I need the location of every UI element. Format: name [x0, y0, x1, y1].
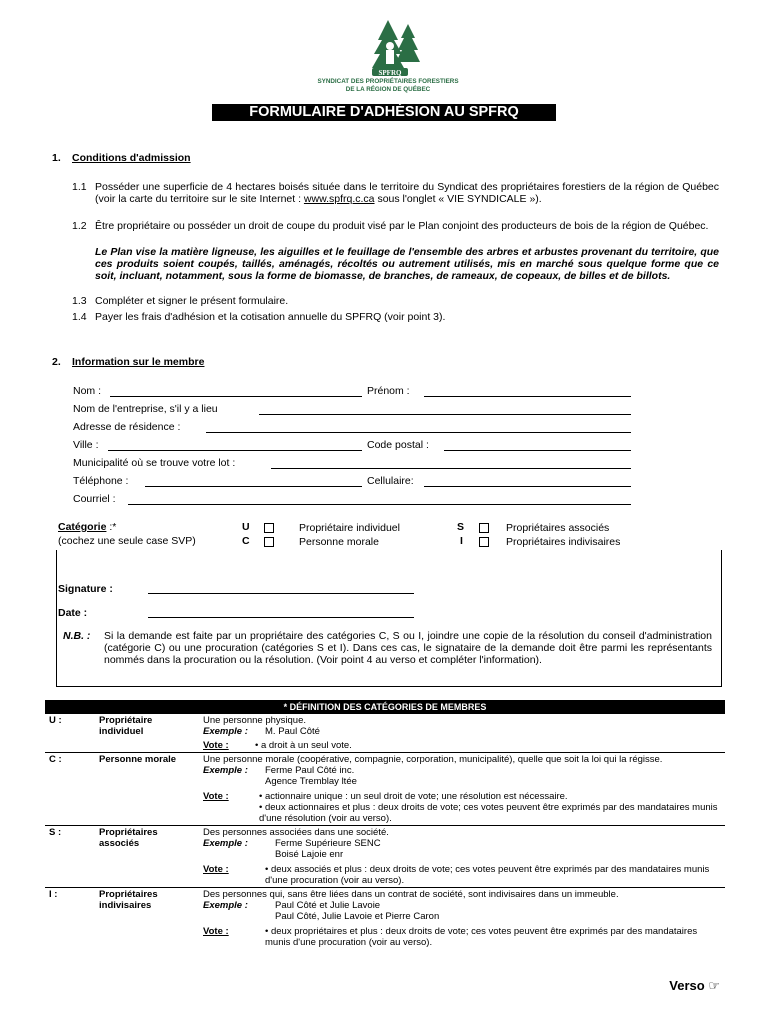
- cat-label-s: Propriétaires associés: [506, 522, 610, 534]
- table-row: [45, 888, 725, 950]
- categorie-hint: (cochez une seule case SVP): [58, 535, 196, 547]
- plan-note: Le Plan vise la matière ligneuse, les aiguilles et le feuillage de l'ensemble des arbres et arbustes provenant du territoire, que ces produits soient coupés, taillés, aménagés, récoltés ou autrement utilisés, mis en marché sous quelque forme que ce soit, incluant, notamment, sous la forme de biomasse, de branches, de rameaux, de copeaux, de billes et de billots.: [95, 246, 719, 282]
- item-1-3-text: Compléter et signer le présent formulaire.: [95, 295, 289, 307]
- telephone-label: Téléphone :: [73, 475, 129, 487]
- row-desc: Une personne physique. Exemple : M. Paul Côté Vote : • a droit à un seul vote.: [199, 714, 725, 753]
- entreprise-label: Nom de l'entreprise, s'il y a lieu: [73, 403, 218, 415]
- logo-line-1: SYNDICAT DES PROPRIÉTAIRES FORESTIERS: [317, 78, 459, 85]
- municipalite-field[interactable]: [271, 468, 631, 469]
- nom-label: Nom :: [73, 385, 102, 397]
- entreprise-field[interactable]: [259, 414, 631, 415]
- logo-abbr: SPFRQ: [378, 69, 402, 77]
- nb-label: N.B. :: [63, 630, 91, 642]
- spfrq-logo: [308, 18, 468, 98]
- cat-code-i: I: [460, 535, 463, 547]
- verso-label: Verso ☞: [669, 978, 720, 993]
- item-1-2-text: Être propriétaire ou posséder un droit de coupe du produit visé par le Plan conjoint des producteurs de bois de la région de Québec.: [95, 220, 709, 232]
- nb-text: Si la demande est faite par un propriétaire des catégories C, S ou I, joindre une copie de la résolution du conseil d'administration (catégorie C) ou une procuration (catégories S et I). Dans ces cas, le signataire de la demande doit être parmi les représentants nommés dans la procuration ou la résolution. (Voir point 4 au verso et compléter l'information).: [104, 630, 712, 666]
- categorie-label: Catégorie :*: [58, 521, 117, 533]
- code-postal-label: Code postal :: [367, 439, 429, 451]
- table-row: [45, 826, 725, 888]
- prenom-label: Prénom :: [367, 385, 410, 397]
- row-desc: Des personnes qui, sans être liées dans un contrat de société, sont indivisaires dans un immeuble. Exemple : Paul Côté et Julie Lavoie Paul Côté, Julie Lavoie et Pierre Caron Vote : • deux propriétaires et plus : deux droits de vote; ces votes peuvent être exprimés par des mandataires munis d'une procuration (voir au verso).: [203, 889, 698, 948]
- adresse-field[interactable]: [206, 432, 631, 433]
- item-1-1-text: Posséder une superficie de 4 hectares boisés située dans le territoire du Syndicat des propriétaires forestiers de la région de Québec (voir la carte du territoire sur le site Internet : www.spfrq.c.ca sous l'onglet « VIE SYNDICALE »).: [95, 181, 719, 205]
- signature-box: [56, 550, 722, 687]
- definitions-header: * DÉFINITION DES CATÉGORIES DE MEMBRES: [45, 700, 725, 714]
- cellulaire-field[interactable]: [424, 486, 631, 487]
- telephone-field[interactable]: [145, 486, 362, 487]
- row-code: I :: [49, 889, 58, 900]
- row-code: U :: [45, 714, 95, 753]
- checkbox-i[interactable]: [479, 537, 489, 547]
- date-label: Date :: [58, 607, 88, 619]
- item-1-3-num: 1.3: [72, 295, 87, 307]
- checkbox-s[interactable]: [479, 523, 489, 533]
- table-row: [45, 753, 725, 826]
- item-1-1-num: 1.1: [72, 181, 87, 193]
- code-postal-field[interactable]: [444, 450, 631, 451]
- cat-label-c: Personne morale: [299, 536, 379, 548]
- checkbox-c[interactable]: [264, 537, 274, 547]
- section-1-heading: Conditions d'admission: [72, 152, 191, 164]
- definitions-table: [45, 700, 725, 949]
- signature-label: Signature :: [58, 583, 113, 595]
- section-1-number: 1.: [52, 152, 61, 164]
- row-name: Propriétaires associés: [95, 826, 199, 888]
- adresse-label: Adresse de résidence :: [73, 421, 181, 433]
- table-row: [45, 714, 725, 753]
- nom-field[interactable]: [110, 396, 362, 397]
- item-1-4-num: 1.4: [72, 311, 87, 323]
- section-2-heading: Information sur le membre: [72, 356, 205, 368]
- form-title: FORMULAIRE D'ADHÉSION AU SPFRQ: [212, 104, 556, 121]
- logo-line-2: DE LA RÉGION DE QUÉBEC: [345, 86, 431, 93]
- ville-field[interactable]: [108, 450, 362, 451]
- prenom-field[interactable]: [424, 396, 631, 397]
- date-field[interactable]: [148, 617, 414, 618]
- section-2-number: 2.: [52, 356, 61, 368]
- tree-person-logo-icon: [308, 18, 468, 78]
- municipalite-label: Municipalité où se trouve votre lot :: [73, 457, 236, 469]
- row-desc: Une personne morale (coopérative, compagnie, corporation, municipalité), quelle que soit la loi qui la régisse. Exemple : Ferme Paul Côté inc. Agence Tremblay ltée Vote : • actionnaire unique : un seul droit de vote; une résolution est nécessaire. • deux actionnaires et plus : deux droits de vote; ces votes peuvent être exprimés par des mandataires munis d'une résolution (voir au verso).: [199, 753, 725, 826]
- courriel-field[interactable]: [128, 504, 631, 505]
- cat-code-u: U: [242, 521, 250, 533]
- row-code: S :: [45, 826, 95, 888]
- row-name: Propriétaires indivisaires: [99, 889, 158, 911]
- cat-code-c: C: [242, 535, 250, 547]
- ville-label: Ville :: [73, 439, 99, 451]
- pointing-hand-icon: ☞: [708, 978, 720, 993]
- cat-label-i: Propriétaires indivisaires: [506, 536, 621, 548]
- row-name: Personne morale: [95, 753, 199, 826]
- cat-label-u: Propriétaire individuel: [299, 522, 400, 534]
- cellulaire-label: Cellulaire:: [367, 475, 414, 487]
- row-desc: Des personnes associées dans une société. Exemple : Ferme Supérieure SENC Boisé Lajoie enr Vote : • deux associés et plus : deux droits de vote; ces votes peuvent être exprimés par des mandataires munis d'une procuration (voir au verso).: [199, 826, 725, 888]
- item-1-2-num: 1.2: [72, 220, 87, 232]
- signature-field[interactable]: [148, 593, 414, 594]
- item-1-4-text: Payer les frais d'adhésion et la cotisation annuelle du SPFRQ (voir point 3).: [95, 311, 446, 323]
- checkbox-u[interactable]: [264, 523, 274, 533]
- courriel-label: Courriel :: [73, 493, 116, 505]
- row-code: C :: [45, 753, 95, 826]
- cat-code-s: S: [457, 521, 465, 533]
- row-name: Propriétaire individuel: [95, 714, 199, 753]
- website-link[interactable]: www.spfrq.c.ca: [303, 193, 375, 205]
